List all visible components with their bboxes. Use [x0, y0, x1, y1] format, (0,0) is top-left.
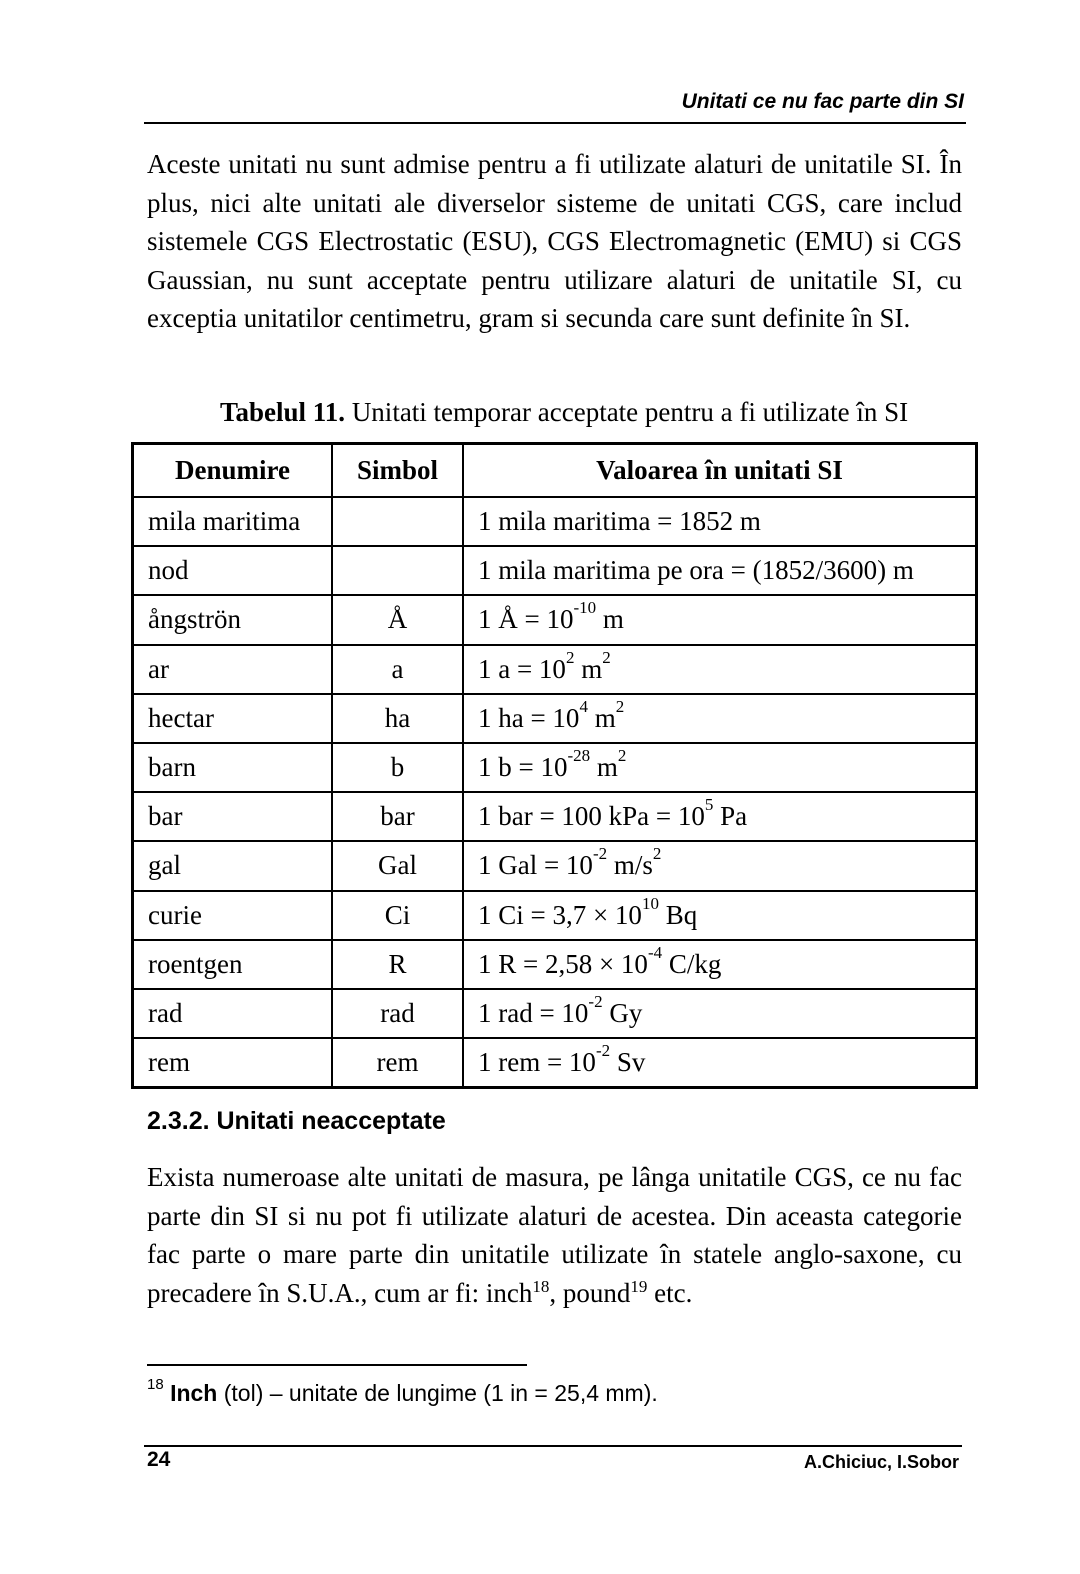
unit-name-cell: nod	[133, 546, 333, 595]
footnote-rule	[147, 1364, 527, 1366]
value-text: Bq	[658, 899, 698, 930]
footnote-term: Inch	[170, 1380, 218, 1406]
value-text: 1 R = 2,58 × 10	[477, 948, 648, 979]
unit-value-cell	[463, 497, 977, 546]
unit-value-cell	[463, 645, 977, 694]
table-row	[133, 694, 977, 743]
footnote-text: (tol) – unitate de lungime (1 in = 25,4 mm).	[217, 1380, 658, 1406]
table-row	[133, 841, 977, 890]
unit-name-cell: rad	[133, 989, 333, 1038]
unit-name-cell: mila maritima	[133, 497, 333, 546]
unit-symbol-cell: ha	[332, 694, 463, 743]
table-row	[133, 595, 977, 644]
value-text: 1 a = 10	[477, 653, 566, 684]
table-row	[133, 1038, 977, 1088]
value-text: 1 Gal = 10	[477, 850, 593, 881]
unit-value-cell	[463, 743, 977, 792]
table-caption	[220, 393, 908, 431]
value-text: Gy	[602, 997, 643, 1028]
table-caption-text: Unitati temporar acceptate pentru a fi utilizate în SI	[345, 397, 909, 427]
footnote-ref-19[interactable]: 19	[630, 1276, 648, 1296]
value-exponent: 5	[704, 795, 714, 815]
unit-symbol-cell: bar	[332, 792, 463, 841]
unit-name-cell: ar	[133, 645, 333, 694]
header-simbol: Simbol	[332, 444, 463, 498]
value-exponent: 2	[615, 696, 625, 716]
unit-name-cell: gal	[133, 841, 333, 890]
value-exponent: -4	[647, 942, 663, 962]
unit-symbol-cell: Gal	[332, 841, 463, 890]
value-text: 1 bar = 100 kPa = 10	[477, 801, 705, 832]
unit-value-cell	[463, 694, 977, 743]
value-exponent: 10	[641, 893, 659, 913]
value-exponent: -2	[595, 1041, 611, 1061]
unit-symbol-cell: Ci	[332, 891, 463, 940]
unit-name-cell: hectar	[133, 694, 333, 743]
header-rule	[144, 122, 966, 124]
table-row	[133, 940, 977, 989]
value-text: m	[596, 604, 624, 635]
unit-symbol-cell: rem	[332, 1038, 463, 1088]
value-exponent: -2	[588, 991, 603, 1011]
units-table	[131, 442, 978, 1089]
unit-value-cell	[463, 792, 977, 841]
footnote	[147, 1376, 658, 1407]
unit-value-cell	[463, 546, 977, 595]
unit-symbol-cell: rad	[332, 989, 463, 1038]
table-body	[133, 497, 977, 1088]
table-row	[133, 743, 977, 792]
value-exponent: 2	[602, 647, 611, 667]
unit-name-cell: ångströn	[133, 595, 333, 644]
table-row	[133, 989, 977, 1038]
table-row	[133, 645, 977, 694]
value-text: 1 Ci = 3,7 × 10	[477, 899, 642, 930]
unit-name-cell: rem	[133, 1038, 333, 1088]
second-paragraph	[147, 1158, 962, 1312]
unit-symbol-cell: b	[332, 743, 463, 792]
second-paragraph-text: Exista numeroase alte unitati de masura, pe lânga unitatile CGS, ce nu fac parte din SI si nu pot fi utilizate alaturi de acestea. Din aceasta categorie fac parte o mare parte din unitatile utilizate în statele anglo-saxone, cu precadere în S.U.A., cum ar fi: inch	[147, 1162, 962, 1308]
table-row	[133, 546, 977, 595]
unit-value-cell	[463, 841, 977, 890]
section-title: 2.3.2. Unitati neacceptate	[147, 1107, 446, 1135]
value-exponent: 2	[652, 844, 662, 864]
value-text: 1 b = 10	[477, 752, 568, 783]
value-text: Sv	[610, 1047, 646, 1078]
unit-value-cell	[463, 1038, 977, 1088]
header-valoarea: Valoarea în unitati SI	[463, 444, 977, 498]
value-exponent: -2	[592, 844, 608, 864]
unit-symbol-cell: a	[332, 645, 463, 694]
unit-symbol-cell: Å	[332, 595, 463, 644]
table-header-row	[133, 444, 977, 498]
value-exponent: -28	[567, 746, 591, 766]
footnote-ref-18[interactable]: 18	[532, 1276, 550, 1296]
unit-value-cell	[463, 940, 977, 989]
value-text: 1 mila maritima = 1852 m	[477, 506, 761, 537]
header-denumire: Denumire	[133, 444, 333, 498]
table-row	[133, 497, 977, 546]
value-text: m	[590, 752, 618, 783]
intro-paragraph: Aceste unitati nu sunt admise pentru a fi utilizate alaturi de unitatile SI. În plus, nici alte unitati ale diverselor sisteme de unitati CGS, care includ sistemele CGS Electrostatic (ESU), CGS Electromagnetic (EMU) si CGS Gaussian, nu sunt acceptate pentru utilizare alaturi de unitatile SI, cu exceptia unitatilor centimetru, gram si secunda care sunt definite în SI.	[147, 149, 962, 334]
unit-name-cell: roentgen	[133, 940, 333, 989]
value-text: 1 rem = 10	[477, 1047, 596, 1078]
value-text: C/kg	[662, 948, 722, 979]
unit-name-cell: curie	[133, 891, 333, 940]
value-text: 1 ha = 10	[477, 702, 580, 733]
value-exponent: -10	[573, 598, 597, 618]
unit-name-cell: barn	[133, 743, 333, 792]
unit-symbol-cell: R	[332, 940, 463, 989]
footer-authors: A.Chiciuc, I.Sobor	[803, 1452, 959, 1472]
unit-name-cell: bar	[133, 792, 333, 841]
value-text: Pa	[713, 801, 748, 832]
table-row	[133, 891, 977, 940]
value-exponent: 4	[579, 696, 588, 716]
page-number: 24	[147, 1448, 171, 1471]
unit-symbol-cell	[332, 546, 463, 595]
value-text: m	[574, 653, 603, 684]
value-text: 1 rad = 10	[477, 997, 589, 1028]
value-text: m	[587, 702, 616, 733]
unit-value-cell	[463, 891, 977, 940]
value-text: m/s	[607, 850, 653, 881]
footnote-number: 18	[147, 1376, 164, 1393]
footer-rule	[144, 1445, 962, 1447]
unit-value-cell	[463, 989, 977, 1038]
value-text: 1 mila maritima pe ora = (1852/3600) m	[477, 555, 914, 586]
second-paragraph-tail: etc.	[647, 1277, 693, 1308]
second-paragraph-mid: , pound	[549, 1277, 631, 1308]
unit-value-cell	[463, 595, 977, 644]
value-text: 1 Å = 10	[477, 604, 574, 635]
table-caption-label: Tabelul 11.	[220, 397, 346, 427]
value-exponent: 2	[565, 647, 575, 667]
value-exponent: 2	[617, 746, 627, 766]
unit-symbol-cell	[332, 497, 463, 546]
running-header: Unitati ce nu fac parte din SI	[681, 90, 964, 113]
table-row	[133, 792, 977, 841]
